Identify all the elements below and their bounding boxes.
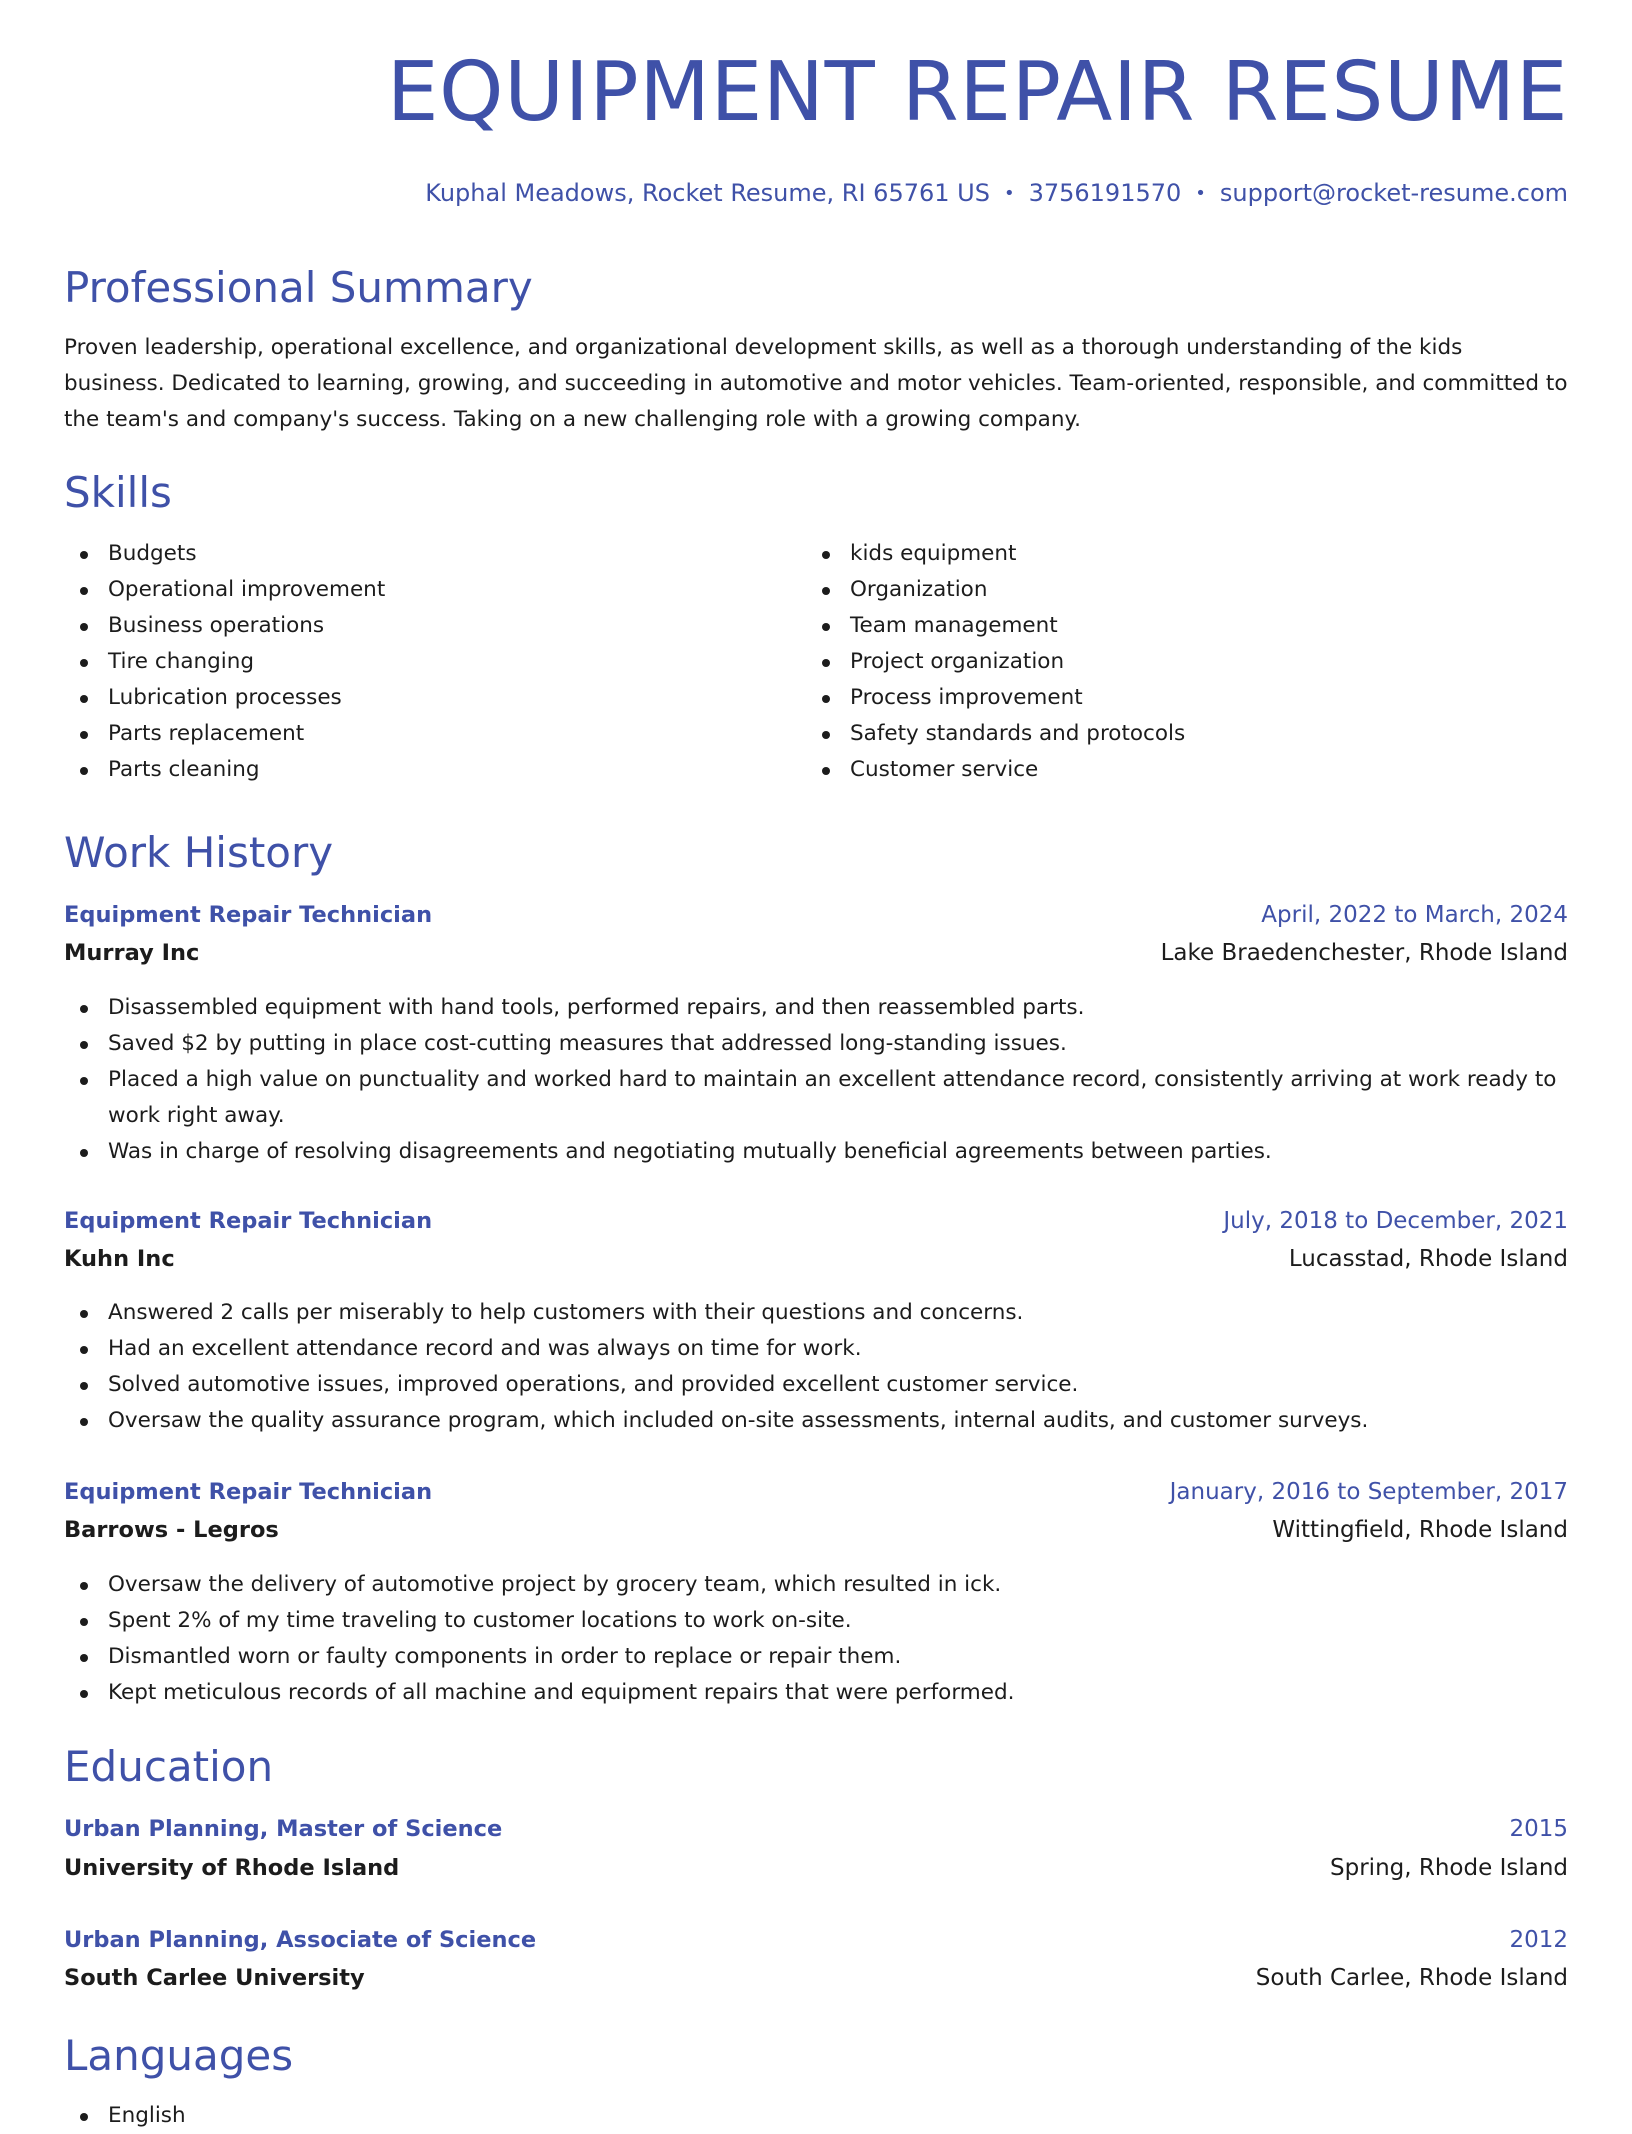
job-header <box>64 900 1568 930</box>
education-header <box>64 1925 1568 1955</box>
job-header <box>64 1206 1568 1236</box>
job-employer-row <box>64 938 1568 968</box>
job-duties <box>64 1295 1568 1439</box>
education-degree: Urban Planning, Master of Science <box>64 1816 503 1842</box>
skill-item: Operational improvement <box>64 572 804 608</box>
education-year: 2012 <box>1509 1927 1568 1953</box>
skill-item: Parts replacement <box>64 716 804 752</box>
contact-line <box>425 181 1568 205</box>
education-location: South Carlee, Rhode Island <box>1255 1965 1568 1991</box>
skill-item: Process improvement <box>806 680 1546 716</box>
job-duty: Was in charge of resolving disagreements and negotiating mutually beneficial agreements between parties. <box>64 1134 1568 1170</box>
job-company: Barrows - Legros <box>64 1517 279 1543</box>
job-duty: Kept meticulous records of all machine and equipment repairs that were performed. <box>64 1675 1568 1711</box>
job-duty: Placed a high value on punctuality and worked hard to maintain an excellent attendance record, consistently arriving at work ready to work right away. <box>64 1062 1568 1134</box>
summary-text: Proven leadership, operational excellence, and organizational development skills, as well as a thorough understanding of the kids business. Dedicated to learning, growing, and succeeding in automotive and motor vehicles. Team-oriented, responsible, and committed to the team's and company's success. Taking on a new challenging role with a growing company. <box>64 335 1568 432</box>
job-duty: Disassembled equipment with hand tools, performed repairs, and then reassembled parts. <box>64 990 1568 1026</box>
job-title: Equipment Repair Technician <box>64 1479 433 1505</box>
job-location: Lucasstad, Rhode Island <box>1288 1246 1568 1272</box>
job-location: Lake Braedenchester, Rhode Island <box>1160 940 1568 966</box>
skills-list-left <box>64 536 804 788</box>
skill-item: Team management <box>806 608 1546 644</box>
education-school-row <box>64 1963 1568 1993</box>
education-header <box>64 1814 1568 1844</box>
education-degree: Urban Planning, Associate of Science <box>64 1927 537 1953</box>
skill-item: Customer service <box>806 752 1546 788</box>
contact-separator: • <box>1003 183 1015 204</box>
resume-title: EQUIPMENT REPAIR RESUME <box>386 45 1568 140</box>
education-school: South Carlee University <box>64 1965 365 1991</box>
job-duty: Saved $2 by putting in place cost-cutting measures that addressed long-standing issues. <box>64 1026 1568 1062</box>
job-header <box>64 1477 1568 1507</box>
education-heading: Education <box>64 1742 274 1791</box>
job-duty: Answered 2 calls per miserably to help customers with their questions and concerns. <box>64 1295 1568 1331</box>
job-title: Equipment Repair Technician <box>64 1208 433 1234</box>
work-history-heading: Work History <box>64 828 334 877</box>
job-duty: Solved automotive issues, improved operations, and provided excellent customer service. <box>64 1367 1568 1403</box>
job-duties <box>64 990 1568 1170</box>
languages-list <box>64 2098 804 2134</box>
job-duty: Oversaw the quality assurance program, which included on-site assessments, internal audits, and customer surveys. <box>64 1403 1568 1439</box>
job-company: Murray Inc <box>64 940 200 966</box>
contact-separator: • <box>1195 183 1206 204</box>
contact-email[interactable]: support@rocket-resume.com <box>1219 179 1568 207</box>
job-duty: Spent 2% of my time traveling to customer locations to work on-site. <box>64 1603 1568 1639</box>
job-employer-row <box>64 1515 1568 1545</box>
skill-item: Safety standards and protocols <box>806 716 1546 752</box>
job-duty: Dismantled worn or faulty components in order to replace or repair them. <box>64 1639 1568 1675</box>
education-year: 2015 <box>1509 1816 1568 1842</box>
language-item: English <box>64 2098 804 2134</box>
job-dates: July, 2018 to December, 2021 <box>1223 1208 1568 1234</box>
skill-item: Budgets <box>64 536 804 572</box>
skill-item: kids equipment <box>806 536 1546 572</box>
skill-item: Tire changing <box>64 644 804 680</box>
contact-phone: 3756191570 <box>1028 179 1182 207</box>
summary-heading: Professional Summary <box>64 263 533 312</box>
education-location: Spring, Rhode Island <box>1330 1855 1568 1881</box>
job-title: Equipment Repair Technician <box>64 902 433 928</box>
job-company: Kuhn Inc <box>64 1246 175 1272</box>
job-dates: January, 2016 to September, 2017 <box>1169 1479 1568 1505</box>
languages-heading: Languages <box>64 2031 294 2080</box>
job-location: Wittingfield, Rhode Island <box>1272 1517 1568 1543</box>
education-school-row <box>64 1853 1568 1883</box>
job-duty: Oversaw the delivery of automotive project by grocery team, which resulted in ick. <box>64 1567 1568 1603</box>
job-employer-row <box>64 1244 1568 1274</box>
job-dates: April, 2022 to March, 2024 <box>1261 902 1568 928</box>
job-duty: Had an excellent attendance record and was always on time for work. <box>64 1331 1568 1367</box>
skills-list-right <box>806 536 1546 788</box>
skill-item: Project organization <box>806 644 1546 680</box>
skill-item: Parts cleaning <box>64 752 804 788</box>
skill-item: Organization <box>806 572 1546 608</box>
skills-heading: Skills <box>64 468 172 517</box>
contact-address: Kuphal Meadows, Rocket Resume, RI 65761 US <box>425 179 990 207</box>
education-school: University of Rhode Island <box>64 1855 400 1881</box>
skill-item: Lubrication processes <box>64 680 804 716</box>
job-duties <box>64 1567 1568 1711</box>
skill-item: Business operations <box>64 608 804 644</box>
